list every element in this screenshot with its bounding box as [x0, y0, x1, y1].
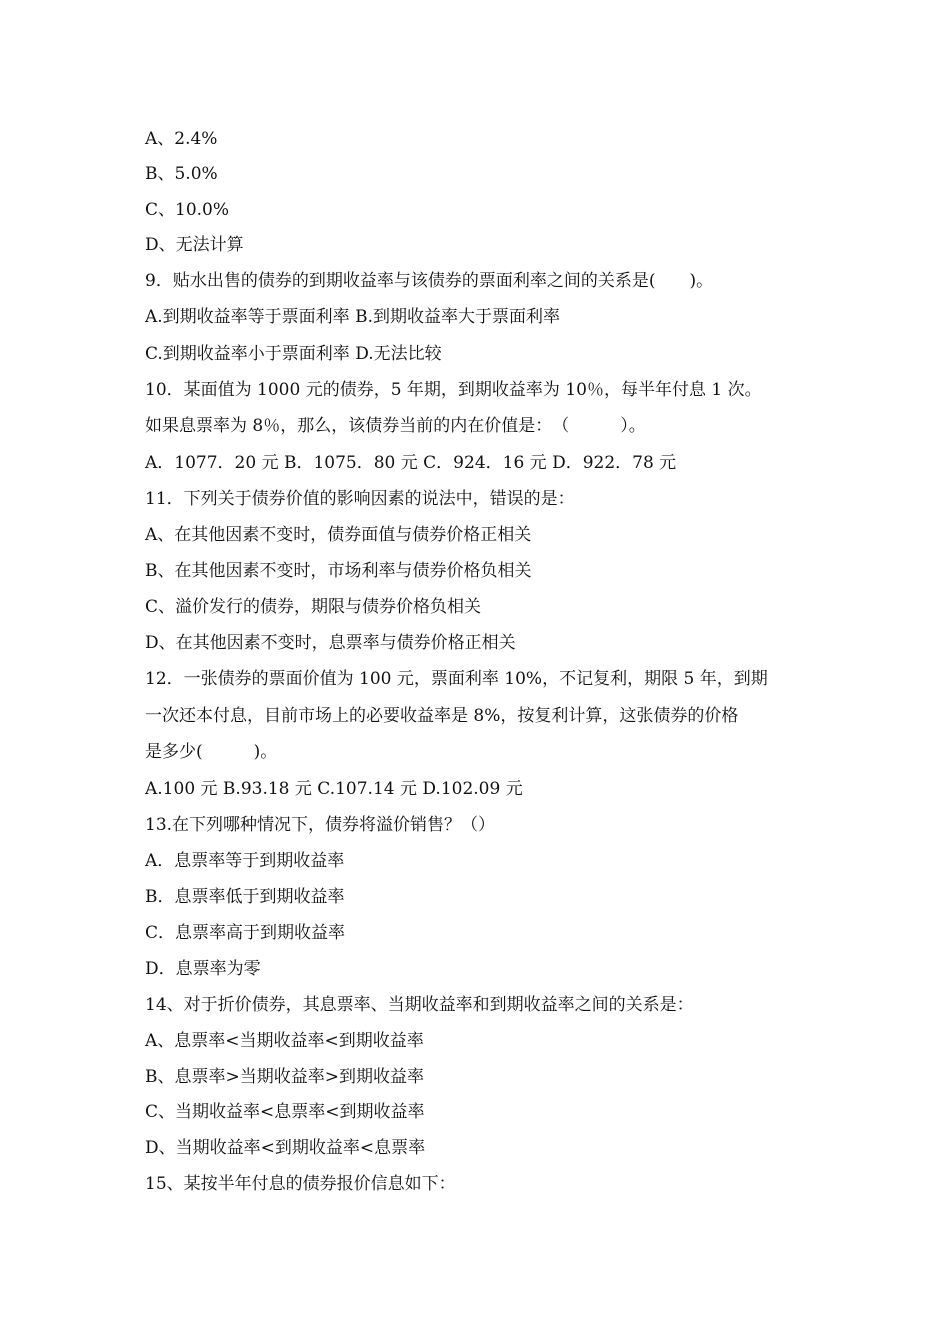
question-11-option-a: A、在其他因素不变时，债券面值与债券价格正相关 [145, 525, 532, 545]
question-9: 9．贴水出售的债券的到期收益率与该债券的票面利率之间的关系是( )。 [145, 271, 714, 291]
question-12-line-2: 一次还本付息，目前市场上的必要收益率是 8%，按复利计算，这张债券的价格 [145, 706, 739, 726]
question-12-line-3: 是多少( )。 [145, 742, 278, 762]
question-12-options: A.100 元 B.93.18 元 C.107.14 元 D.102.09 元 [145, 779, 523, 799]
option-b-line: B、5.0% [145, 164, 218, 184]
question-14-option-d: D、当期收益率<到期收益率<息票率 [145, 1138, 426, 1158]
question-11: 11．下列关于债券价值的影响因素的说法中，错误的是： [145, 489, 575, 509]
question-14-option-c: C、当期收益率<息票率<到期收益率 [145, 1102, 425, 1122]
question-9-options-ab: A.到期收益率等于票面利率 B.到期收益率大于票面利率 [145, 307, 560, 327]
question-14-option-a: A、息票率<当期收益率<到期收益率 [145, 1031, 424, 1051]
question-13-option-d: D．息票率为零 [145, 959, 261, 979]
question-9-options-cd: C.到期收益率小于票面利率 D.无法比较 [145, 344, 442, 364]
question-13-option-a: A．息票率等于到期收益率 [145, 851, 345, 871]
option-c-line: C、10.0% [145, 200, 230, 220]
question-10-line-2: 如果息票率为 8％，那么，该债券当前的内在价值是： （ ）。 [145, 416, 646, 436]
question-13: 13.在下列哪种情况下，债券将溢价销售？（） [145, 815, 496, 835]
question-10-line-1: 10．某面值为 1000 元的债券，5 年期，到期收益率为 10％，每半年付息 1 次。 [145, 380, 762, 400]
question-14-option-b: B、息票率>当期收益率>到期收益率 [145, 1067, 424, 1087]
option-d-line: D、无法计算 [145, 235, 244, 255]
question-13-option-c: C．息票率高于到期收益率 [145, 923, 346, 943]
question-11-option-b: B、在其他因素不变时，市场利率与债券价格负相关 [145, 561, 532, 581]
question-11-option-c: C、溢价发行的债券，期限与债券价格负相关 [145, 597, 482, 617]
question-14: 14、对于折价债券，其息票率、当期收益率和到期收益率之间的关系是： [145, 995, 694, 1015]
question-13-option-b: B．息票率低于到期收益率 [145, 887, 345, 907]
question-10-options: A．1077．20 元 B．1075．80 元 C．924．16 元 D．922．78 元 [145, 453, 677, 473]
question-15: 15、某按半年付息的债券报价信息如下： [145, 1174, 456, 1194]
question-12-line-1: 12．一张债券的票面价值为 100 元，票面利率 10%，不记复利，期限 5 年，到期 [145, 669, 768, 689]
question-11-option-d: D、在其他因素不变时，息票率与债券价格正相关 [145, 633, 516, 653]
option-a-line: A、2.4% [145, 129, 218, 149]
